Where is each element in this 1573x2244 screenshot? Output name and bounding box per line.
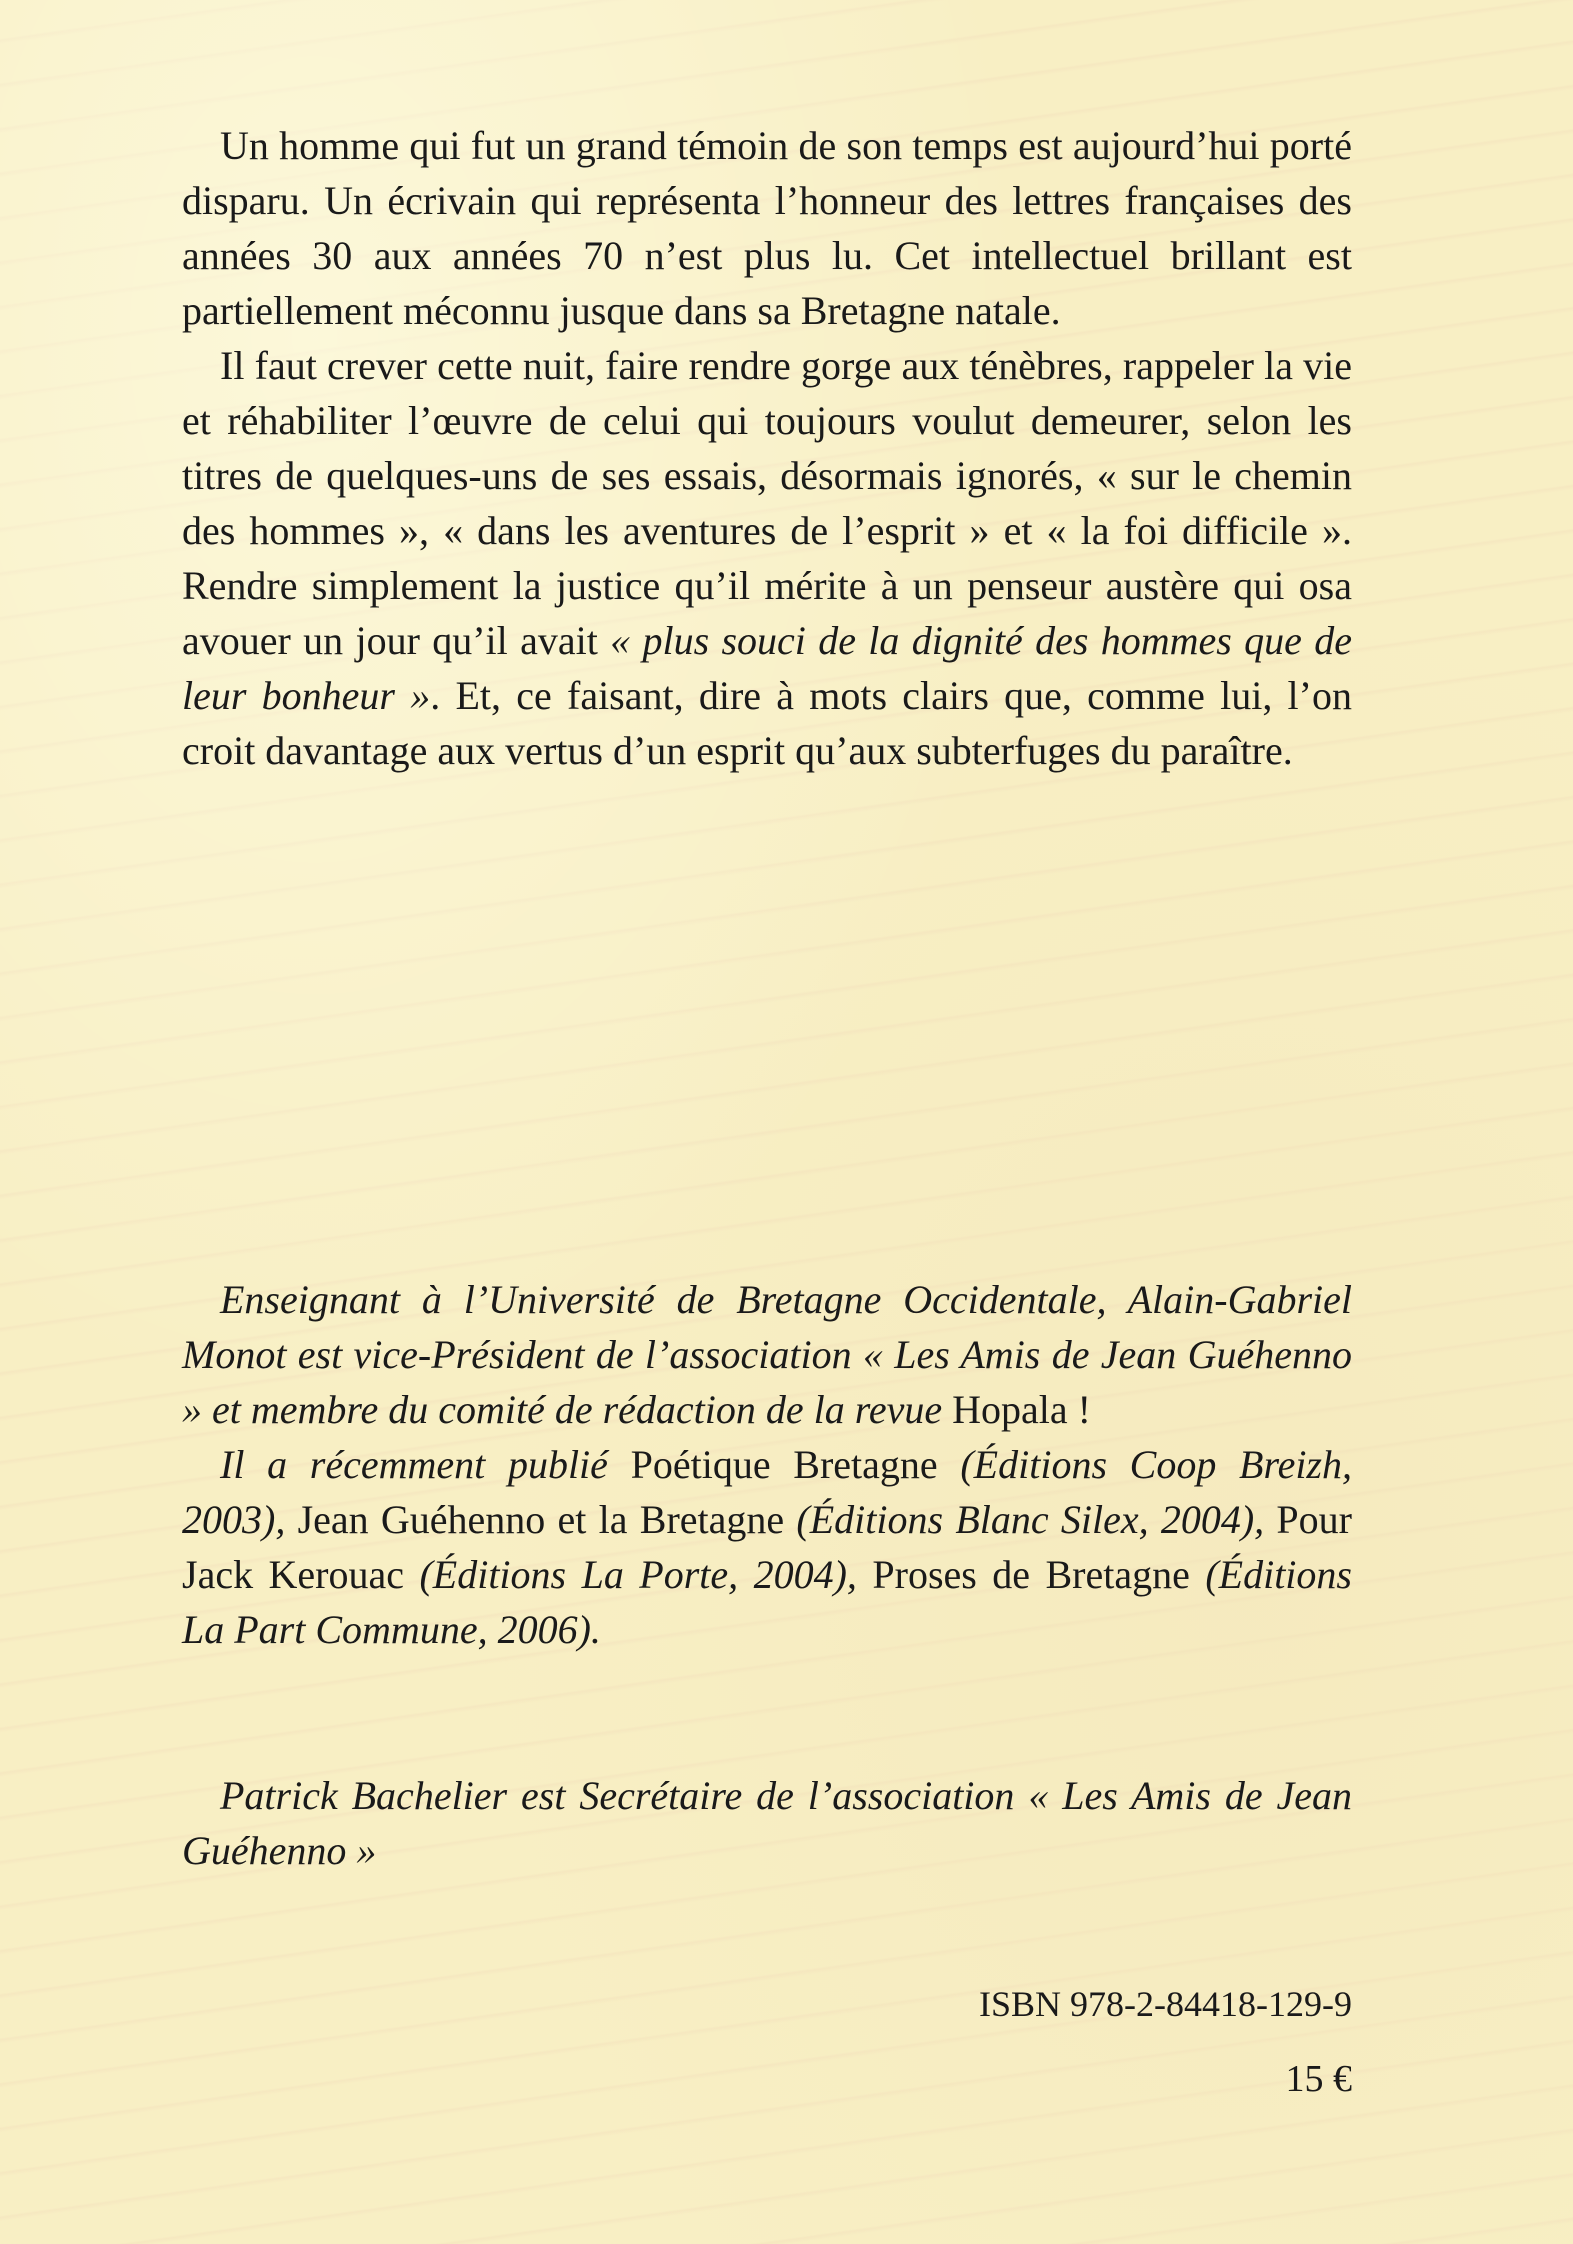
isbn: ISBN 978-2-84418-129-9 <box>979 1984 1352 2024</box>
author-publications <box>182 1437 1352 1657</box>
publisher-3: (Éditions La Porte, 2004), <box>419 1552 857 1597</box>
review-title: Hopala ! <box>942 1387 1091 1432</box>
summary-text <box>182 118 1352 778</box>
publisher-2: (Éditions Blanc Silex, 2004), <box>796 1497 1265 1542</box>
price: 15 € <box>1285 2058 1352 2100</box>
publications-intro: Il a récemment publié <box>220 1442 608 1487</box>
guehenno-quote: « plus souci de la dignité des hommes que de leur bonheur » <box>182 618 1352 718</box>
book-title-4: Proses de Bretagne <box>856 1552 1206 1597</box>
book-title-1: Poétique Bretagne <box>607 1442 961 1487</box>
summary-paragraph-2-start: Il faut crever cette nuit, faire rendre gorge aux ténèbres, rappeler la vie et réhabiliter l’œuvre de celui qui toujours voulut demeurer, selon les titres de quelques-uns de ses essais, désormais ignorés, « sur le chemin des hommes », « dans les aventures de l’esprit » et « la foi difficile ». Rendre simplement la justice qu’il mérite à un penseur austère qui osa avouer un jour qu’il avait <box>182 343 1352 663</box>
author-bio <box>182 1272 1352 1657</box>
publisher-4: (Éditions La Part Commune, 2006). <box>182 1552 1352 1652</box>
author-bio-intro: Enseignant à l’Université de Bretagne Occidentale, Alain-Gabriel Monot est vice-Président de l’association « Les Amis de Jean Guéhenno » et membre du comité de rédaction de la revue <box>182 1277 1352 1432</box>
book-title-3: Pour Jack Kerouac <box>182 1497 1352 1597</box>
coauthor-bio <box>182 1768 1352 1878</box>
summary-paragraph-2 <box>182 338 1352 778</box>
coauthor-bio-text: Patrick Bachelier est Secrétaire de l’association « Les Amis de Jean Guéhenno » <box>182 1773 1352 1873</box>
author-bio-paragraph-1 <box>182 1272 1352 1437</box>
summary-paragraph-2-end: . Et, ce faisant, dire à mots clairs que, comme lui, l’on croit davantage aux vertus d’un esprit qu’aux subterfuges du paraître. <box>182 673 1352 773</box>
publisher-1: (Éditions Coop Breizh, 2003), <box>182 1442 1352 1542</box>
summary-paragraph-1: Un homme qui fut un grand témoin de son temps est aujourd’hui porté disparu. Un écrivain qui représenta l’honneur des lettres françaises des années 30 aux années 70 n’est plus lu. Cet intellectuel brillant est partiellement méconnu jusque dans sa Bretagne natale. <box>182 123 1352 333</box>
book-title-2: Jean Guéhenno et la Bretagne <box>285 1497 797 1542</box>
